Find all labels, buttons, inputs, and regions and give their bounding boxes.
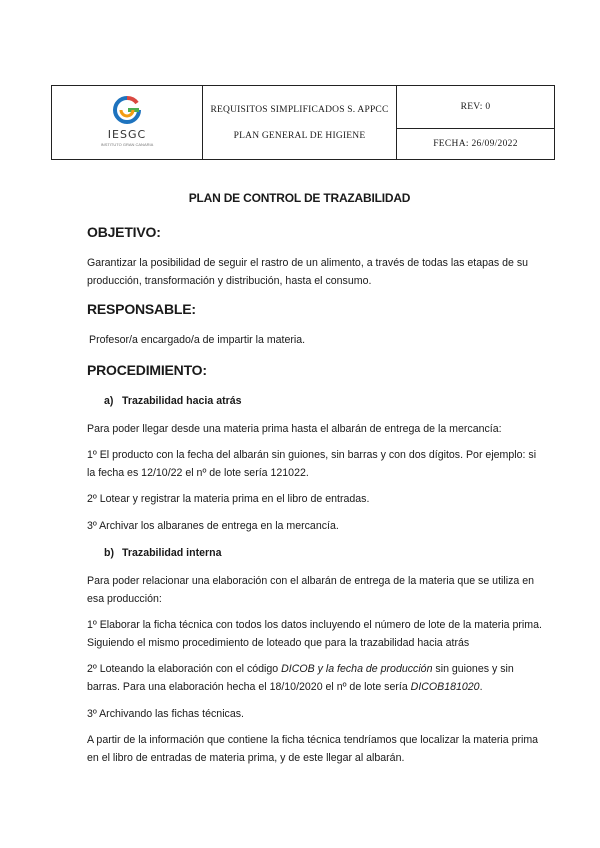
step-2-code: DICOB y la fecha de producción [281,663,433,675]
subsection-b-title: Trazabilidad interna [122,547,222,559]
step-2-text-end: . [479,681,483,693]
subsection-b-step-3: 3º Archivando las fichas técnicas. [87,708,244,720]
document-header-table [51,85,555,160]
header-line-1: REQUISITOS SIMPLIFICADOS S. APPCC [210,104,389,115]
subsection-a-step-3: 3º Archivar los albaranes de entrega en la mercancía. [87,520,339,532]
step-2-text-a: 2º Loteando la elaboración con el código [87,663,282,675]
responsable-heading: RESPONSABLE: [87,301,196,317]
logo-subtitle: INSTITUTO GRAN CANARIA [100,141,154,147]
date-label: FECHA: 26/09/2022 [433,139,518,149]
subsection-b-step-2 [87,660,547,696]
logo-text: IESGC [107,127,147,141]
subsection-b-heading [104,547,222,559]
subsection-a-letter: a) [104,395,114,407]
subsection-b-intro: Para poder relacionar una elaboración con el albarán de entrega de la materia que se utiliza en esa producción: [87,575,534,605]
school-logo-icon [108,95,146,125]
header-title-cell [203,86,397,160]
subsection-b-letter: b) [104,547,114,559]
objetivo-heading: OBJETIVO: [87,224,161,240]
responsable-text: Profesor/a encargado/a de impartir la materia. [89,334,306,346]
subsection-a-step-1: 1º El producto con la fecha del albarán sin guiones, sin barras y con dos dígitos. Por ejemplo: si la fecha es 12/10/22 el nº de lote sería 121022. [87,449,537,479]
subsection-a-heading [104,395,242,407]
date-cell [397,129,555,160]
header-line-2: PLAN GENERAL DE HIGIENE [233,130,366,141]
revision-cell [397,86,555,129]
procedimiento-heading: PROCEDIMIENTO: [87,362,207,378]
subsection-a-intro: Para poder llegar desde una materia prima hasta el albarán de entrega de la mercancía: [87,423,502,435]
school-logo [101,95,154,147]
step-2-text-b: sin guiones y sin barras. Para una elaboración hecha el 18/10/2020 el nº de lote sería [87,663,514,693]
subsection-b-closing: A partir de la información que contiene la ficha técnica tendríamos que localizar la materia prima en el libro de entradas de materia prima, y de este llegar al albarán. [87,734,539,764]
subsection-a-title: Trazabilidad hacia atrás [122,395,242,407]
logo-cell [52,86,203,160]
objetivo-text: Garantizar la posibilidad de seguir el rastro de un alimento, a través de todas las etapas de su producción, transformación y distribución, hasta el consumo. [87,257,529,287]
subsection-b-step-1: 1º Elaborar la ficha técnica con todos los datos incluyendo el número de lote de la materia prima. Siguiendo el mismo procedimiento de loteado que para la trazabilidad hacia atrás [87,619,542,649]
revision-label: REV: 0 [460,102,491,112]
step-2-lot-number: DICOB181020 [410,681,480,693]
document-title: PLAN DE CONTROL DE TRAZABILIDAD [188,191,411,205]
subsection-a-step-2: 2º Lotear y registrar la materia prima en el libro de entradas. [87,493,370,505]
